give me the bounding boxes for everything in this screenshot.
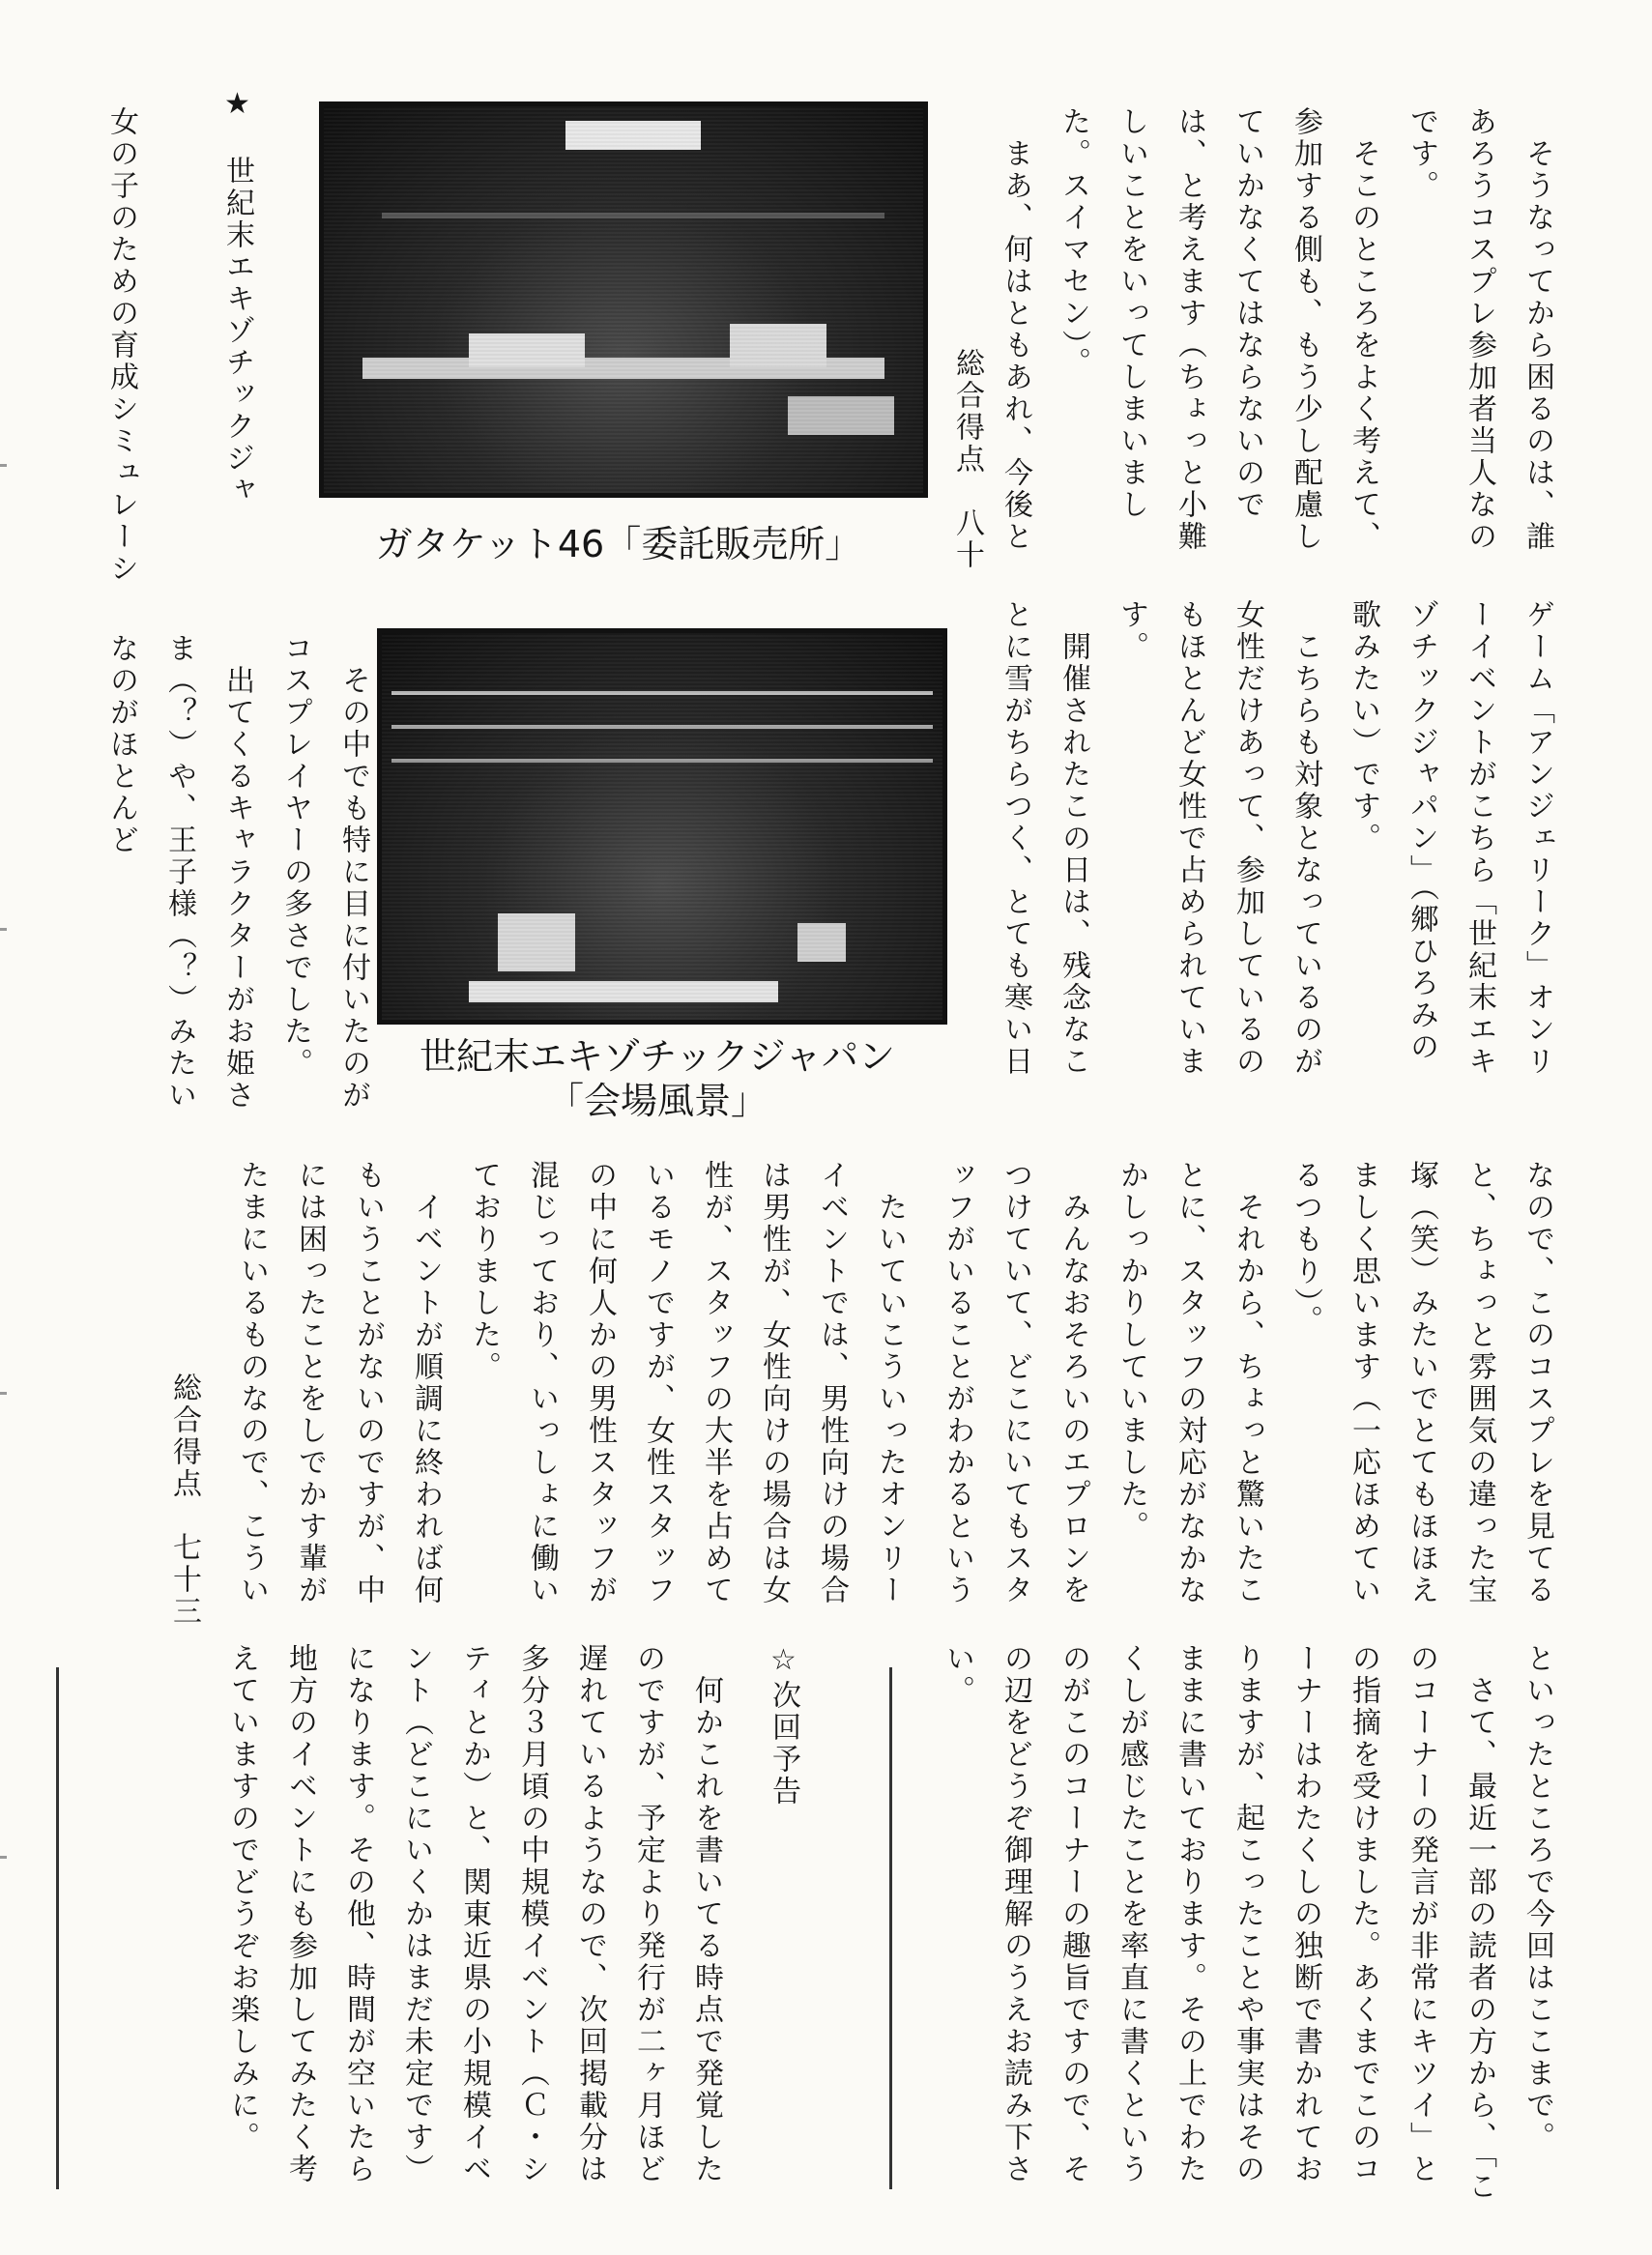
article-column-r3c2: 何かこれを書いてる時点で発覚したのですが、予定より発行が二ヶ月ほど遅れているようなので、次回掲載分は多分３月頃の中規模イベント（Ｃ・シティとか）と、関東近県の小規模イベント（どこにいくかはまだ未定です）になります。その他、時間が空いたら地方のイベントにも参加してみたく考えていますのでどうぞお楽しみに。 xyxy=(225,1643,723,2185)
edge-mark xyxy=(0,928,7,931)
photo-gatacket-consignment xyxy=(319,101,928,498)
article-column-r2c2: たいていこういったオンリーイベントでは、男性向けの場合は男性が、女性向けの場合は女性が、スタッフの大半を占めているモノですが、女性スタッフの中に何人かの男性スタッフが混じっており、いっしょに働いておりました。 イベントが順調に終われば何もいうことがないのですが、中には困ったことをしでかす輩がたまにいるものなので、こうい xyxy=(235,1160,907,1606)
article-column-r1c2: ゲーム「アンジェリーク」オンリーイベントがこちら「世紀末エキゾチックジャパン」（郷ひろみの歌みたい）です。 こちらも対象となっているのが女性だけあって、参加しているのもほとんど女性で占められています。 開催されたこの日は、残念なことに雪がちらつく、とても寒い日 xyxy=(999,599,1554,1078)
divider-rule xyxy=(889,1667,892,2189)
article-column-r2c3: その中でも特に目に付いたのがコスプレイヤーの多さでした。 出てくるキャラクターがお姫さま（？）や、王子様（？）みたいなのがほとんど xyxy=(104,633,370,1112)
photo-exotic-japan-venue xyxy=(377,628,947,1025)
article-column-r1c3: 女の子のための育成シミュレーシ xyxy=(104,106,138,585)
article-column-r3c1: といったところで今回はここまで。 さて、最近一部の読者の方から、「このコーナーの発言が非常にキツイ」との指摘を受けました。あくまでこのコーナーはわたくしの独断で書かれておりますが、起こったことや事実はそのままに書いております。その上でわたくしが感じたことを率直に書くというのがこのコーナーの趣旨ですので、その辺をどうぞ御理解のうえお読み下さい。 xyxy=(941,1643,1554,2203)
section-heading-exotic-japan: ★ 世紀末エキゾチックジャ xyxy=(220,87,254,506)
divider-rule-left xyxy=(56,1667,59,2189)
photo1-caption: ガタケット46「委託販売所」 xyxy=(375,523,862,565)
article-column-r2c1: なので、このコスプレを見てると、ちょっと雰囲気の違った宝塚（笑）みたいでとてもほほえましく思います（一応ほめているつもり）。 それから、ちょっと驚いたことに、スタッフの対応がなかなかしっかりしていました。 みんなおそろいのエプロンをつけていて、どこにいてもスタッフがいることがわかるという xyxy=(941,1160,1554,1606)
score-gatacket: 総合得点 八十 xyxy=(950,348,984,571)
next-issue-heading: ☆次回予告 xyxy=(767,1643,800,1807)
edge-mark xyxy=(0,464,7,467)
score-exotic-japan: 総合得点 七十三 xyxy=(167,1373,201,1628)
article-column-r1c1: そうなってから困るのは、誰あろうコスプレ参加者当人なのです。 そこのところをよく考えて、参加する側も、もう少し配慮していかなくてはならないのでは、と考えます（ちょっと小難しいことをいってしまいました。スイマセン）。 まあ、何はともあれ、今後と xyxy=(999,106,1554,553)
photo2-caption: 世紀末エキゾチックジャパン 「会場風景」 xyxy=(419,1035,896,1122)
edge-mark xyxy=(0,1856,7,1859)
edge-mark xyxy=(0,1392,7,1395)
